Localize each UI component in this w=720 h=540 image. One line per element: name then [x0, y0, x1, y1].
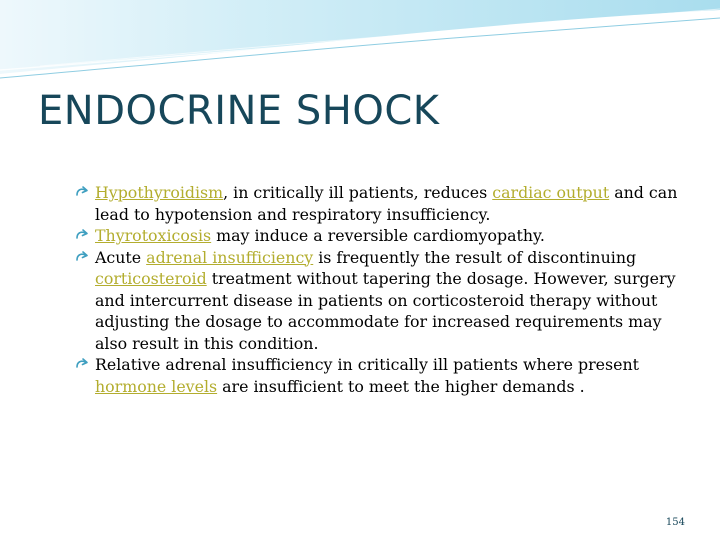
- bullet-text: , in critically ill patients, reduces: [223, 183, 493, 202]
- bullet-text: treatment without tapering the dosage. However, surgery and intercurrent disease in patients on corticosteroid therapy without adjusting the dosage to accommodate for increased requirements may also result in this condition.: [95, 269, 676, 353]
- curl-arrow-icon: [74, 247, 92, 268]
- curl-arrow-icon: [74, 354, 92, 375]
- bullet-text: Relative adrenal insufficiency in critically ill patients where present: [95, 355, 639, 374]
- bullet-item: [72, 225, 678, 247]
- curl-arrow-icon: [74, 182, 92, 203]
- term-link[interactable]: adrenal insufficiency: [146, 247, 314, 267]
- bullet-item: [72, 354, 678, 397]
- term-link[interactable]: Hypothyroidism: [95, 183, 224, 202]
- bullet-text: Acute: [95, 247, 147, 267]
- bullet-text: is frequently the result of discontinuing: [313, 247, 637, 267]
- bullet-item: [72, 182, 678, 225]
- header-wave-decoration: [0, 0, 720, 80]
- curl-arrow-icon: [74, 225, 92, 246]
- term-link[interactable]: corticosteroid: [95, 269, 207, 288]
- term-link[interactable]: hormone levels: [95, 376, 218, 396]
- bullet-list: [72, 182, 678, 397]
- term-link[interactable]: cardiac output: [492, 183, 610, 202]
- bullet-text: may induce a reversible cardiomyopathy.: [211, 226, 545, 245]
- bullet-item: [72, 247, 678, 355]
- slide-title: ENDOCRINE SHOCK: [38, 88, 440, 134]
- term-link[interactable]: Thyrotoxicosis: [95, 226, 212, 245]
- slide-number: 154: [665, 517, 685, 528]
- bullet-text: are insufficient to meet the higher demands .: [217, 376, 585, 396]
- header-band: [0, 0, 720, 74]
- bullet-text: and can lead to hypotension and respiratory insufficiency.: [95, 183, 678, 224]
